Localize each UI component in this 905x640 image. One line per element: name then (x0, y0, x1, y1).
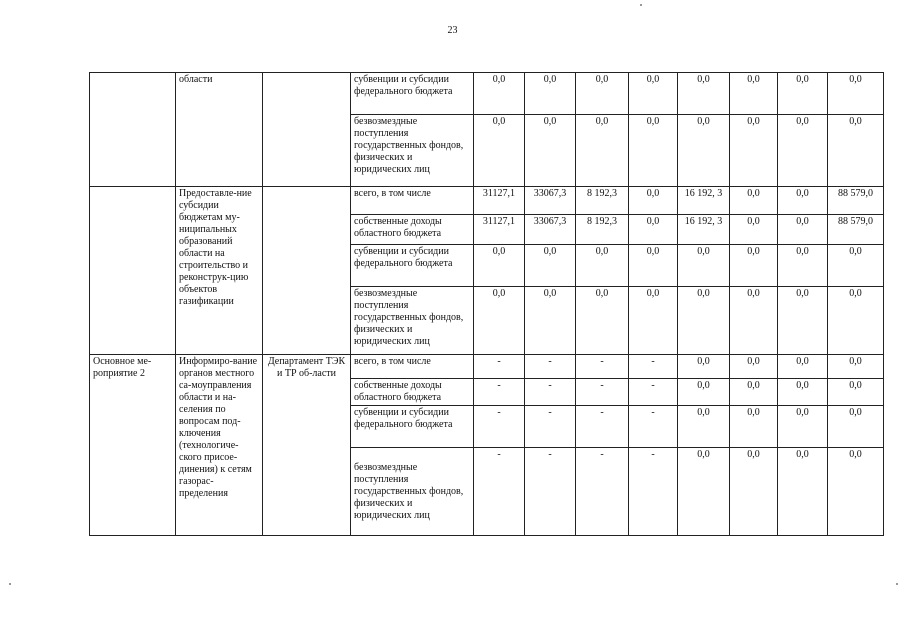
value-cell (629, 379, 678, 406)
value-cell (525, 115, 576, 187)
value-text: 0,0 (796, 116, 809, 127)
value-text: - (651, 449, 655, 460)
value-cell (576, 287, 629, 355)
value-cell (778, 115, 828, 187)
value-text: 0,0 (697, 407, 710, 418)
value-text: 16 192, 3 (684, 188, 723, 199)
value-text: 0,0 (796, 188, 809, 199)
value-cell (576, 245, 629, 287)
value-text: 0,0 (543, 74, 557, 85)
value-text: 0,0 (796, 449, 809, 460)
value-text: 0,0 (849, 74, 862, 85)
funding-source-cell: безвозмездные поступления государственных фондов, физических и юридических лиц (351, 115, 474, 187)
value-text: - (548, 407, 552, 418)
value-text: 0,0 (646, 116, 660, 127)
value-text: 8 192,3 (587, 188, 617, 199)
value-text: 16 192, 3 (684, 216, 723, 227)
value-text: 0,0 (747, 380, 760, 391)
table-row (90, 73, 884, 115)
value-text: 0,0 (849, 380, 862, 391)
value-text: 0,0 (747, 116, 760, 127)
funding-source-cell: субвенции и субсидии федерального бюджета (351, 73, 474, 115)
value-cell (730, 115, 778, 187)
value-text: 0,0 (646, 216, 660, 227)
executor-cell (263, 73, 351, 187)
table-row (90, 355, 884, 379)
value-cell (730, 287, 778, 355)
value-cell (678, 406, 730, 448)
value-cell (525, 355, 576, 379)
value-text: 0,0 (796, 74, 809, 85)
value-cell (730, 245, 778, 287)
value-cell (778, 73, 828, 115)
value-cell (525, 245, 576, 287)
value-cell (778, 448, 828, 536)
value-cell (828, 406, 884, 448)
value-text: 0,0 (697, 246, 710, 257)
value-text: 0,0 (697, 288, 710, 299)
value-text: 33067,3 (533, 188, 567, 199)
value-text: 0,0 (646, 188, 660, 199)
value-cell (828, 355, 884, 379)
event-name-cell: Информиро-вание органов местного са-моуправления области и на-селения по вопросам под-ключения (технологиче-ского присое-динения) к сетям газорас-пределения (176, 355, 263, 536)
value-text: - (600, 380, 604, 391)
value-cell (828, 287, 884, 355)
funding-source-cell: всего, в том числе (351, 355, 474, 379)
value-cell (828, 448, 884, 536)
value-text: 33067,3 (533, 216, 567, 227)
value-text: 0,0 (595, 246, 609, 257)
status-cell (90, 73, 176, 187)
event-name-cell: Предоставле-ние субсидии бюджетам му-ниципальных образований области на строительство и реконструк-цию объектов газификации (176, 187, 263, 355)
value-text: 0,0 (747, 288, 760, 299)
value-cell (576, 406, 629, 448)
value-text: - (548, 380, 552, 391)
executor-cell (263, 187, 351, 355)
value-text: 0,0 (796, 380, 809, 391)
value-text: - (497, 407, 501, 418)
value-cell (678, 448, 730, 536)
value-text: - (651, 407, 655, 418)
funding-source-cell: собственные доходы областного бюджета (351, 379, 474, 406)
budget-table (89, 72, 884, 536)
value-cell (474, 448, 525, 536)
value-text: 0,0 (747, 246, 760, 257)
value-text: 0,0 (697, 380, 710, 391)
value-text: 0,0 (796, 407, 809, 418)
value-text: 0,0 (646, 246, 660, 257)
value-cell (629, 287, 678, 355)
value-cell (778, 379, 828, 406)
executor-cell: Департамент ТЭК и ТР об-ласти (263, 355, 351, 536)
value-cell (678, 73, 730, 115)
value-text: 0,0 (492, 116, 506, 127)
value-text: 0,0 (595, 74, 609, 85)
value-text: 0,0 (697, 74, 710, 85)
value-cell (730, 448, 778, 536)
value-cell (730, 379, 778, 406)
value-text: 0,0 (492, 74, 506, 85)
value-cell (576, 379, 629, 406)
value-cell (828, 379, 884, 406)
value-cell (730, 187, 778, 215)
value-cell (678, 215, 730, 245)
value-cell (778, 215, 828, 245)
value-cell (629, 355, 678, 379)
value-cell (778, 355, 828, 379)
value-text: 0,0 (849, 407, 862, 418)
funding-source-cell: субвенции и субсидии федерального бюджета (351, 406, 474, 448)
value-text: 31127,1 (482, 216, 516, 227)
value-text: 0,0 (849, 246, 862, 257)
value-text: 0,0 (747, 74, 760, 85)
value-text: 0,0 (849, 116, 862, 127)
value-cell (730, 215, 778, 245)
value-text: 8 192,3 (587, 216, 617, 227)
scan-speck (640, 4, 642, 6)
value-cell (678, 187, 730, 215)
value-cell (576, 215, 629, 245)
status-cell: Основное ме-роприятие 2 (90, 355, 176, 536)
value-cell (474, 245, 525, 287)
value-text: - (600, 449, 604, 460)
value-text: 0,0 (595, 116, 609, 127)
value-text: 0,0 (747, 449, 760, 460)
value-text: 88 579,0 (838, 216, 873, 227)
value-cell (678, 287, 730, 355)
value-cell (474, 115, 525, 187)
value-text: 0,0 (595, 288, 609, 299)
page-number: 23 (447, 25, 458, 36)
value-text: 0,0 (543, 288, 557, 299)
value-text: - (600, 407, 604, 418)
value-text: 0,0 (492, 288, 506, 299)
value-cell (778, 287, 828, 355)
value-text: 0,0 (543, 246, 557, 257)
funding-source-cell: безвозмездные поступления государственных фондов, физических и юридических лиц (351, 448, 474, 536)
value-cell (629, 187, 678, 215)
value-cell (678, 115, 730, 187)
value-text: 0,0 (543, 116, 557, 127)
value-text: - (548, 356, 552, 367)
value-text: 0,0 (747, 356, 760, 367)
value-text: 0,0 (747, 216, 760, 227)
value-cell (525, 406, 576, 448)
value-text: 31127,1 (482, 188, 516, 199)
value-text: 0,0 (697, 356, 710, 367)
value-text: - (497, 449, 501, 460)
value-cell (474, 187, 525, 215)
value-cell (525, 73, 576, 115)
value-cell (678, 379, 730, 406)
value-cell (629, 245, 678, 287)
value-cell (576, 73, 629, 115)
value-text: 0,0 (796, 246, 809, 257)
table-row (90, 187, 884, 215)
scan-speck (896, 583, 898, 585)
scan-speck (9, 583, 11, 585)
value-text: 0,0 (492, 246, 506, 257)
value-cell (629, 115, 678, 187)
value-text: 0,0 (747, 188, 760, 199)
value-text: 0,0 (646, 288, 660, 299)
value-text: - (651, 380, 655, 391)
value-cell (828, 73, 884, 115)
value-cell (474, 73, 525, 115)
value-cell (576, 115, 629, 187)
value-cell (629, 73, 678, 115)
value-text: - (497, 380, 501, 391)
value-cell (576, 355, 629, 379)
value-text: 0,0 (796, 216, 809, 227)
value-cell (730, 406, 778, 448)
value-cell (474, 406, 525, 448)
value-cell (474, 215, 525, 245)
value-cell (828, 115, 884, 187)
value-cell (525, 448, 576, 536)
value-cell (828, 187, 884, 215)
value-cell (678, 355, 730, 379)
value-cell (525, 287, 576, 355)
value-cell (778, 245, 828, 287)
event-name-cell: области (176, 73, 263, 187)
value-cell (629, 406, 678, 448)
value-cell (678, 245, 730, 287)
value-cell (525, 379, 576, 406)
value-text: - (548, 449, 552, 460)
value-cell (629, 448, 678, 536)
value-cell (525, 215, 576, 245)
value-text: 0,0 (646, 74, 660, 85)
value-cell (778, 187, 828, 215)
value-text: - (600, 356, 604, 367)
value-cell (730, 355, 778, 379)
value-cell (474, 287, 525, 355)
value-text: 0,0 (796, 288, 809, 299)
value-cell (576, 187, 629, 215)
funding-source-cell: субвенции и субсидии федерального бюджета (351, 245, 474, 287)
value-text: 0,0 (849, 449, 862, 460)
funding-source-cell: безвозмездные поступления государственных фондов, физических и юридических лиц (351, 287, 474, 355)
value-text: 88 579,0 (838, 188, 873, 199)
value-text: 0,0 (747, 407, 760, 418)
value-cell (629, 215, 678, 245)
value-text: 0,0 (849, 288, 862, 299)
value-cell (828, 245, 884, 287)
funding-source-cell: всего, в том числе (351, 187, 474, 215)
value-cell (474, 355, 525, 379)
value-cell (778, 406, 828, 448)
funding-source-cell: собственные доходы областного бюджета (351, 215, 474, 245)
value-cell (730, 73, 778, 115)
value-cell (828, 215, 884, 245)
value-text: - (651, 356, 655, 367)
value-text: 0,0 (697, 449, 710, 460)
value-text: 0,0 (796, 356, 809, 367)
value-cell (525, 187, 576, 215)
value-cell (576, 448, 629, 536)
status-cell (90, 187, 176, 355)
value-text: 0,0 (697, 116, 710, 127)
value-text: - (497, 356, 501, 367)
value-cell (474, 379, 525, 406)
value-text: 0,0 (849, 356, 862, 367)
